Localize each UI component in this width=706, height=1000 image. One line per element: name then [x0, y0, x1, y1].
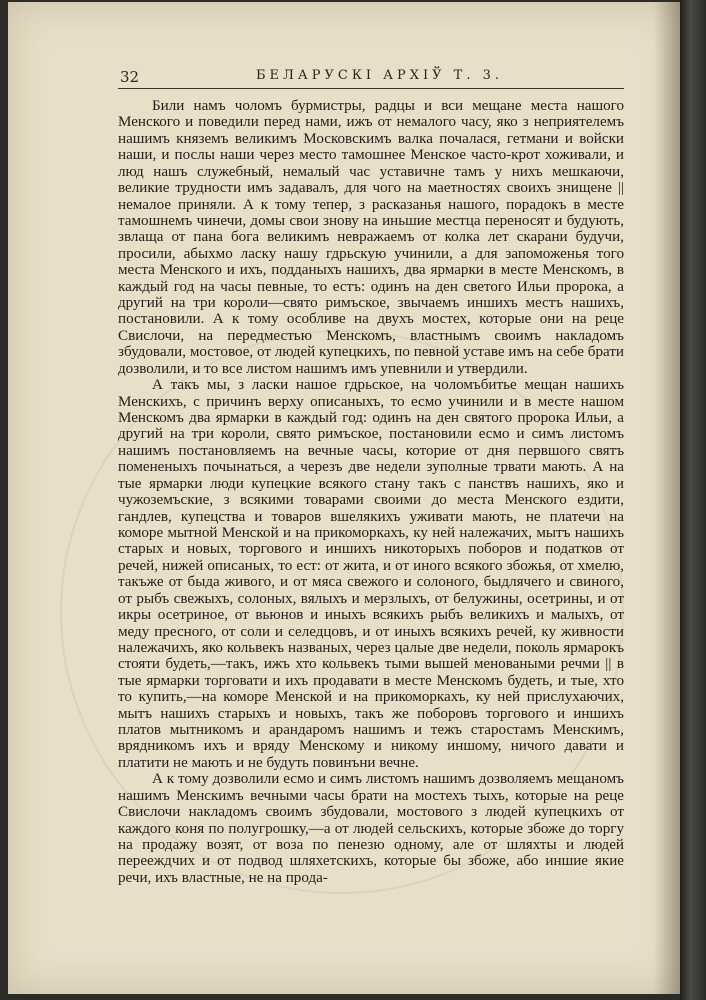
- paragraph-1: Били намъ чоломъ бурмистры, радцы и вси мещане места нашого Менского и поведили перед нами, ижъ от немалого часу, яко з неприятелемъ нашимъ княземъ великимъ Московскимъ валка почалася, гетмани и войски наши, и послы наши через место тамошнее Менское часто-крот хоживали, и люд нашъ служебный, немалый час устaвичне тамъ у нихъ мешкаючи, великие трудности имъ задавалъ, для чого на маетностях своихъ знищене || немалое приняли. А к тому тепер, з расказанья нашого, порадокъ в месте тамошнемъ чинечи, домы свои знову на иньшие местца переносят и будують, звлаща от пана бога великимъ невражаемъ от колка лет скарани будучи, просили, абыхмо ласку нашу гдрьскую учинили, а для запоможенья того места Менского и ихъ, подданыхъ нашихъ, два ярмарки в месте Менскомъ, в каждый год на часы певные, то естъ: одинъ на ден светого Ильи пророка, а другий на три короли—свято римъское, звычаемъ иншихъ местъ нашихъ, постановили. А к тому особливе на двухъ мостех, которые они на реце Свислочи, на передместью Менскомъ, властнымъ своимъ накладомъ збудовали, мостовое, от людей купецкихъ, по певной уставе имъ на себе брати дозволили, и то все листом нашимъ имъ упевнили и утвердили.: [118, 98, 624, 377]
- page-number: 32: [120, 68, 140, 86]
- running-title: БЕЛАРУСКІ АРХІЎ Т. 3.: [256, 68, 504, 83]
- running-header: [118, 66, 624, 89]
- body-text: [118, 98, 624, 886]
- gutter-shadow: [654, 2, 680, 994]
- book-spine-edge: [680, 0, 706, 1000]
- paragraph-2: А такъ мы, з ласки нашое гдрьское, на чоломъбитье мещан нашихъ Менскихъ, с причинъ верху описаныхъ, то есмо учинили и в месте нашом Менскомъ два ярмарки в каждый год: одинъ на ден святого пророка Ильи, а другий на три короли, свято римъское, постановили есмо и симъ листомъ нашимъ постановляемъ на вечные часы, которие от дня первшого святъ помененыхъ почынаться, а черезъ две недели зуполные трвати мають. А на тые ярмарки люди купецкие всякого стану такъ с панствъ нашихъ, яко и чужоземъские, з всякими товарами своими до места Менского ездити, гандлев, купецства и товаров вшелякихъ уживати мають, не платечи на коморе мытной Менской и на прикоморкахъ, ку ней належачих, мытъ нашихъ старых и новых, торгового и иншихъ никоторыхъ поборов и податков от речей, нижей описаных, то ест: от жита, и от иного всякого збожья, от хмелю, такъже от быда живого, и от мяса свежого и солоного, быдлячего и свиного, от рыбъ свежыхъ, солоных, вялыхъ и мерзлыхъ, от белужины, осетрины, и от икры осетриное, от вьюнов и иныхъ всякихъ рыбъ великихъ и малыхъ, от меду пресного, от соли и селедцовъ, и от иныхъ всякихъ речей, ку живности належачихъ, яко кольвекъ названых, через цалые две недели, поколь ярмарокъ стояти будеть,—такъ, ижъ хто кольвекъ тыми вышей меноваными речми || в тые ярмарки торговати и ихъ продавати в месте Менскомъ будеть, и тые, хто то купить,—на коморе Менской и на прикоморкахъ, ку ней прислухаючих, мытъ нашихъ старыхъ и новыхъ, такъ же поборовъ торгового и иншихъ платов мытникомъ и арандаромъ нашимъ и тежъ старостамъ Менскимъ, врядникомъ ихъ и вряду Менскому и никому иншому, ничого давати и платити не мають и не будуть повинъни вечне.: [118, 377, 624, 771]
- paragraph-3: А к тому дозволили есмо и симъ листомъ нашимъ дозволяемъ мещаномъ нашимъ Менскимъ вечными часы брати на мостехъ тыхъ, которые на реце Свислочи накладомъ своимъ збудовали, мостового з людей купецкихъ от каждого коня по полугрошку,—а от людей сельскихъ, которые збоже до торгу на продажу возят, от воза по пенезю одному, але от шляхты и людей перееждчих и от подвод шляхетскихъ, которые бы збоже, або иншие якие речи, ихъ властные, не на прода-: [118, 771, 624, 886]
